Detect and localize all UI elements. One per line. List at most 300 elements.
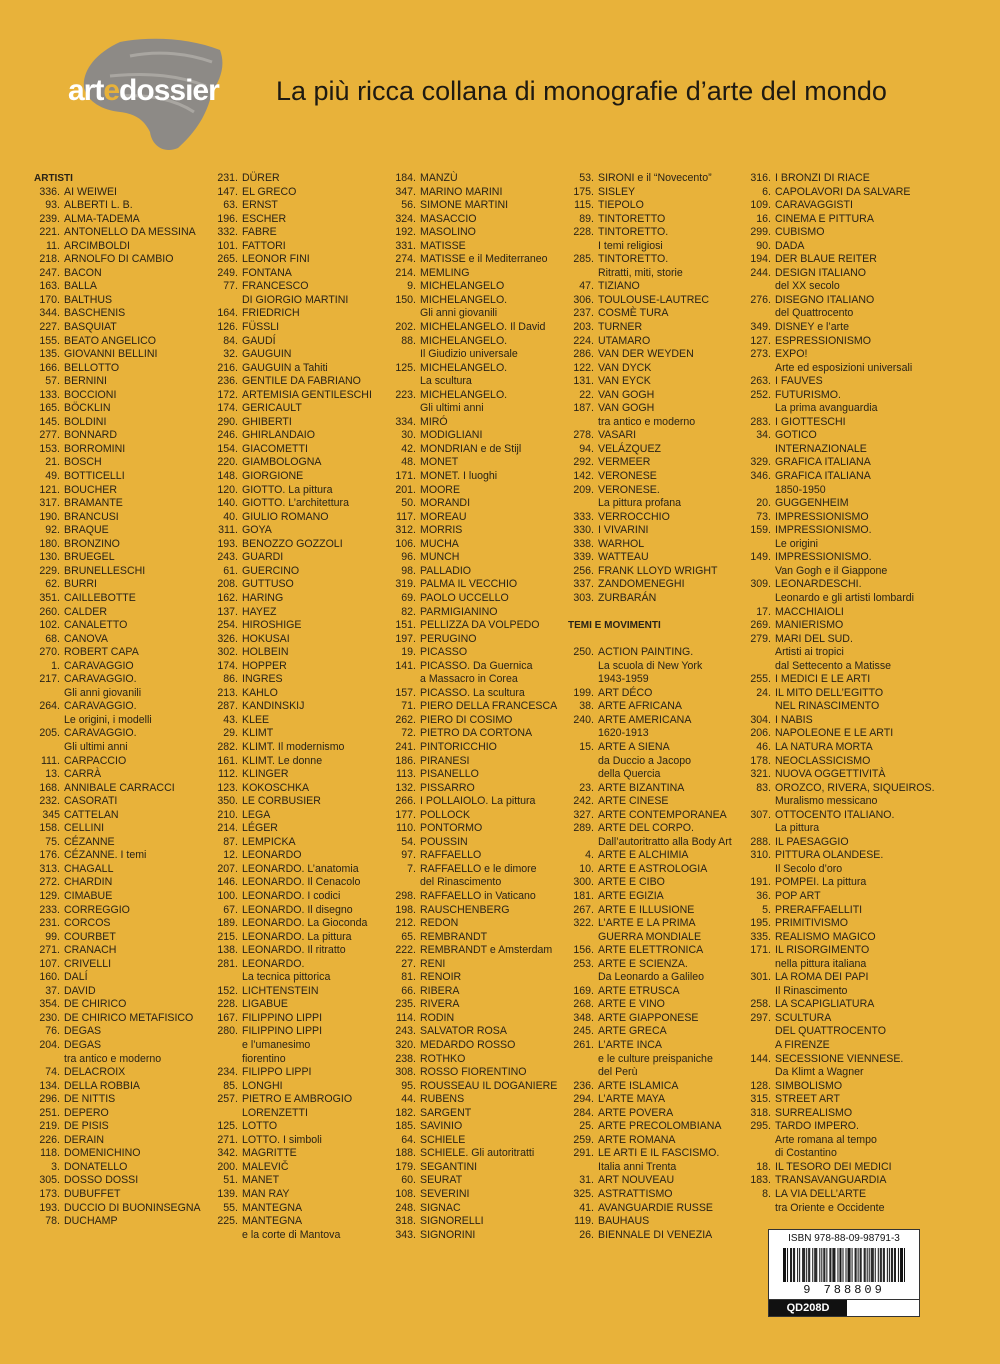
entry-title: LEONARDO. bbox=[242, 957, 305, 970]
catalog-entry bbox=[745, 538, 923, 552]
catalog-entry bbox=[745, 700, 923, 714]
entry-title: TINTORETTO. bbox=[598, 226, 669, 239]
catalog-entry bbox=[34, 416, 212, 430]
catalog-entry bbox=[34, 633, 212, 647]
entry-number: 311. bbox=[218, 524, 238, 537]
entry-title: SIGNORINI bbox=[420, 1228, 476, 1241]
entry-title: ACTION PAINTING. bbox=[598, 646, 694, 659]
entry-title: CHARDIN bbox=[64, 876, 113, 889]
catalog-entry bbox=[390, 1012, 568, 1026]
entry-title: CÉZANNE bbox=[64, 835, 115, 848]
entry-number: 176. bbox=[39, 849, 60, 862]
catalog-entry bbox=[212, 619, 390, 633]
catalog-entry bbox=[212, 646, 390, 660]
entry-number: 339. bbox=[573, 551, 594, 564]
catalog-entry bbox=[390, 484, 568, 498]
catalog-entry bbox=[34, 321, 212, 335]
entry-title: ARTE E SCIENZA. bbox=[598, 957, 688, 970]
entry-number: 130. bbox=[39, 551, 60, 564]
entry-number: 95. bbox=[401, 1079, 416, 1092]
catalog-entry bbox=[390, 876, 568, 890]
catalog-entry bbox=[568, 1188, 746, 1202]
entry-title: SARGENT bbox=[420, 1106, 472, 1119]
entry-title: BEATO ANGELICO bbox=[64, 334, 157, 347]
catalog-entry bbox=[212, 213, 390, 227]
entry-title: Il Secolo d’oro bbox=[775, 862, 843, 875]
entry-title: RAFFAELLO e le dimore bbox=[420, 862, 537, 875]
entry-title: MONDRIAN e de Stijl bbox=[420, 442, 522, 455]
catalog-entry bbox=[745, 1202, 923, 1216]
entry-title: LONGHI bbox=[242, 1079, 283, 1092]
entry-number: 161. bbox=[217, 754, 238, 767]
catalog-entry bbox=[34, 944, 212, 958]
entry-number: 115. bbox=[574, 199, 594, 212]
catalog-entry bbox=[390, 971, 568, 985]
catalog-entry bbox=[568, 253, 746, 267]
entry-number: 283. bbox=[750, 415, 771, 428]
entry-title: BACON bbox=[64, 266, 102, 279]
catalog-entry bbox=[568, 484, 746, 498]
catalog-entry bbox=[34, 876, 212, 890]
entry-number: 255. bbox=[750, 673, 771, 686]
entry-title: DERAIN bbox=[64, 1133, 105, 1146]
entry-number: 107. bbox=[39, 957, 60, 970]
entry-number: 175. bbox=[573, 185, 594, 198]
catalog-entry bbox=[34, 186, 212, 200]
entry-number: 186. bbox=[395, 754, 416, 767]
catalog-entry bbox=[212, 606, 390, 620]
entry-number: 297. bbox=[750, 1011, 771, 1024]
entry-number: 218. bbox=[39, 253, 60, 266]
entry-title: LOTTO bbox=[242, 1120, 278, 1133]
catalog-entry bbox=[390, 578, 568, 592]
catalog-entry bbox=[390, 1147, 568, 1161]
catalog-entry bbox=[212, 958, 390, 972]
entry-title: BRAMANTE bbox=[64, 497, 123, 510]
catalog-entry bbox=[390, 1093, 568, 1107]
catalog-entry bbox=[390, 795, 568, 809]
entry-title: BIENNALE DI VENEZIA bbox=[598, 1228, 713, 1241]
catalog-entry bbox=[34, 389, 212, 403]
catalog-entry bbox=[568, 768, 746, 782]
catalog-entry bbox=[390, 538, 568, 552]
catalog-entry bbox=[34, 551, 212, 565]
entry-title: BALLA bbox=[64, 280, 97, 293]
entry-number: 159. bbox=[750, 524, 771, 537]
catalog-entry bbox=[34, 362, 212, 376]
entry-number: 232. bbox=[39, 795, 60, 808]
entry-title: DE NITTIS bbox=[64, 1093, 116, 1106]
entry-number: 193. bbox=[217, 537, 238, 550]
entry-number: 228. bbox=[573, 226, 594, 239]
entry-title: BENOZZO GOZZOLI bbox=[242, 537, 343, 550]
catalog-entry bbox=[34, 971, 212, 985]
catalog-entry bbox=[390, 443, 568, 457]
entry-title: LEONARDO. Il disegno bbox=[242, 903, 353, 916]
entry-title: FILIPPO LIPPI bbox=[242, 1066, 312, 1079]
entry-title: IL MITO DELL’EGITTO bbox=[775, 686, 884, 699]
entry-number: 343. bbox=[395, 1228, 416, 1241]
entry-title: e l’umanesimo bbox=[242, 1039, 311, 1051]
entry-number: 299. bbox=[750, 226, 771, 239]
entry-number: 217. bbox=[39, 673, 60, 686]
entry-number: 296. bbox=[39, 1093, 60, 1106]
entry-number: 108. bbox=[395, 1188, 416, 1201]
catalog-entry bbox=[745, 362, 923, 376]
catalog-entry bbox=[390, 402, 568, 416]
entry-title: ANNIBALE CARRACCI bbox=[64, 781, 175, 794]
catalog-entry bbox=[390, 917, 568, 931]
entry-title: del XX secolo bbox=[775, 280, 840, 293]
catalog-entry bbox=[34, 1053, 212, 1067]
entry-number: 243. bbox=[395, 1025, 416, 1038]
catalog-entry bbox=[568, 985, 746, 999]
barcode-bar bbox=[814, 1248, 815, 1282]
barcode-bar bbox=[869, 1248, 870, 1282]
catalog-entry bbox=[390, 362, 568, 376]
entry-number: 351. bbox=[39, 591, 60, 604]
entry-title: MARI DEL SUD. bbox=[775, 632, 853, 645]
entry-title: CRANACH bbox=[64, 944, 117, 957]
entry-number: 240. bbox=[573, 713, 594, 726]
entry-title: FRANCESCO bbox=[242, 280, 309, 293]
catalog-entry bbox=[34, 240, 212, 254]
catalog-entry bbox=[390, 497, 568, 511]
entry-title: I VIVARINI bbox=[598, 524, 649, 537]
entry-title: LA VIA DELL’ARTE bbox=[775, 1188, 867, 1201]
catalog-entry bbox=[212, 389, 390, 403]
catalog-entry bbox=[745, 781, 935, 796]
catalog-entry bbox=[212, 1012, 390, 1026]
entry-number: 280. bbox=[217, 1025, 238, 1038]
catalog-entry bbox=[212, 524, 390, 538]
entry-number: 83. bbox=[756, 781, 771, 794]
catalog-entry bbox=[212, 565, 390, 579]
entry-title: Gli ultimi anni bbox=[420, 402, 484, 415]
catalog-entry bbox=[34, 755, 212, 769]
entry-number: 206. bbox=[750, 727, 771, 740]
entry-number: 208. bbox=[217, 578, 238, 591]
catalog-entry bbox=[745, 348, 923, 362]
entry-number: 168. bbox=[39, 781, 60, 794]
catalog-entry bbox=[745, 375, 923, 389]
entry-number: 264. bbox=[39, 700, 60, 713]
entry-number: 56. bbox=[401, 199, 416, 212]
catalog-entry bbox=[390, 646, 568, 660]
catalog-entry bbox=[745, 240, 923, 254]
entry-title: ARTEMISIA GENTILESCHI bbox=[242, 388, 372, 401]
catalog-entry bbox=[568, 931, 746, 945]
entry-title: CORCOS bbox=[64, 917, 111, 930]
catalog-entry bbox=[568, 836, 746, 850]
entry-number: 337. bbox=[573, 578, 594, 591]
catalog-entry bbox=[34, 917, 212, 931]
barcode-bar bbox=[860, 1248, 861, 1282]
entry-number: 156. bbox=[573, 944, 594, 957]
catalog-entry bbox=[212, 700, 390, 714]
entry-title: MANIERISMO bbox=[775, 619, 844, 632]
barcode-bar bbox=[829, 1248, 830, 1282]
entry-number: 29. bbox=[223, 727, 238, 740]
entry-number: 322. bbox=[573, 917, 594, 930]
catalog-entry bbox=[212, 944, 390, 958]
catalog-entry bbox=[745, 213, 923, 227]
entry-title: RUBENS bbox=[420, 1093, 465, 1106]
entry-title: LEONARDO. L’anatomia bbox=[242, 862, 359, 875]
catalog-entry bbox=[568, 904, 746, 918]
catalog-entry bbox=[390, 389, 568, 403]
catalog-entry bbox=[568, 335, 746, 349]
entry-number: 139. bbox=[217, 1188, 238, 1201]
catalog-entry bbox=[745, 931, 923, 945]
catalog-entry bbox=[212, 985, 390, 999]
catalog-entry bbox=[212, 443, 390, 457]
entry-title: MANTEGNA bbox=[242, 1215, 303, 1228]
entry-title: PALMA IL VECCHIO bbox=[420, 578, 518, 591]
entry-number: 225. bbox=[217, 1215, 238, 1228]
entry-title: ESCHER bbox=[242, 212, 287, 225]
catalog-entry bbox=[745, 660, 923, 674]
entry-number: 183. bbox=[750, 1174, 771, 1187]
entry-number: 246. bbox=[217, 429, 238, 442]
entry-title: DONATELLO bbox=[64, 1160, 128, 1173]
entry-title: BRUEGEL bbox=[64, 551, 115, 564]
entry-title: BRANCUSI bbox=[64, 510, 119, 523]
catalog-entry bbox=[212, 917, 390, 931]
entry-title: PIRANESI bbox=[420, 754, 470, 767]
entry-number: 226. bbox=[39, 1133, 60, 1146]
entry-title: CAILLEBOTTE bbox=[64, 591, 136, 604]
catalog-entry bbox=[390, 1134, 568, 1148]
entry-title: ART NOUVEAU bbox=[598, 1174, 675, 1187]
entry-title: Le origini, i modelli bbox=[64, 713, 152, 726]
entry-number: 258. bbox=[750, 998, 771, 1011]
entry-number: 245. bbox=[573, 1025, 594, 1038]
catalog-entry bbox=[34, 958, 212, 972]
catalog-entry bbox=[745, 1080, 923, 1094]
entry-number: 259. bbox=[573, 1133, 594, 1146]
catalog-entry bbox=[568, 267, 746, 281]
entry-title: LE CORBUSIER bbox=[242, 795, 321, 808]
catalog-entry bbox=[568, 971, 746, 985]
catalog-entry bbox=[212, 714, 390, 728]
catalog-entry bbox=[212, 849, 390, 863]
entry-number: 44. bbox=[401, 1093, 416, 1106]
entry-title: Italia anni Trenta bbox=[598, 1160, 677, 1173]
entry-number: 277. bbox=[39, 429, 60, 442]
catalog-entry bbox=[568, 280, 746, 294]
entry-number: 57. bbox=[45, 375, 60, 388]
catalog-entry bbox=[568, 863, 746, 877]
entry-title: ERNST bbox=[242, 199, 278, 212]
entry-title: DEPERO bbox=[64, 1106, 109, 1119]
entry-title: DALÍ bbox=[64, 971, 88, 984]
entry-title: HOPPER bbox=[242, 659, 287, 672]
entry-number: 71. bbox=[401, 700, 416, 713]
entry-title: OROZCO, RIVERA, SIQUEIROS. bbox=[775, 781, 935, 794]
catalog-entry bbox=[745, 917, 923, 931]
entry-title: COURBET bbox=[64, 930, 116, 943]
entry-number: 60. bbox=[401, 1174, 416, 1187]
barcode-bar bbox=[812, 1248, 813, 1282]
catalog-entry bbox=[212, 551, 390, 565]
entry-number: 121. bbox=[39, 483, 60, 496]
catalog-entry bbox=[745, 186, 923, 200]
barcode-bar bbox=[872, 1248, 873, 1282]
catalog-entry bbox=[745, 687, 923, 701]
entry-number: 125. bbox=[395, 361, 416, 374]
catalog-entry bbox=[745, 1147, 923, 1161]
catalog-entry bbox=[34, 1174, 212, 1188]
catalog-entry bbox=[212, 362, 390, 376]
catalog-entry bbox=[745, 1053, 923, 1067]
catalog-entry bbox=[34, 660, 212, 674]
entry-title: La pittura bbox=[775, 822, 820, 835]
entry-title: SISLEY bbox=[598, 185, 636, 198]
entry-number: 78. bbox=[45, 1215, 60, 1228]
entry-title: GAUGUIN a Tahiti bbox=[242, 361, 328, 374]
catalog-entry bbox=[34, 795, 212, 809]
entry-number: 174. bbox=[217, 402, 238, 415]
entry-title: LICHTENSTEIN bbox=[242, 984, 319, 997]
entry-number: 273. bbox=[750, 348, 771, 361]
entry-number: 73. bbox=[756, 510, 771, 523]
entry-title: PICASSO. La scultura bbox=[420, 686, 525, 699]
catalog-entry bbox=[390, 348, 568, 362]
catalog-entry bbox=[745, 714, 923, 728]
entry-number: 332. bbox=[217, 226, 238, 239]
catalog-entry bbox=[390, 687, 568, 701]
catalog-entry bbox=[568, 1147, 746, 1161]
entry-title: del Rinascimento bbox=[420, 876, 502, 889]
barcode-bar bbox=[858, 1248, 859, 1282]
catalog-entry bbox=[568, 186, 746, 200]
entry-title: ARTE CINESE bbox=[598, 795, 669, 808]
entry-title: ARTE BIZANTINA bbox=[598, 781, 685, 794]
entry-title: DE CHIRICO METAFISICO bbox=[64, 1011, 194, 1024]
entry-title: I MEDICI E LE ARTI bbox=[775, 673, 871, 686]
catalog-entry bbox=[34, 1012, 212, 1026]
entry-number: 290. bbox=[217, 415, 238, 428]
catalog-entry bbox=[745, 836, 923, 850]
entry-number: 227. bbox=[39, 321, 60, 334]
entry-title: MASACCIO bbox=[420, 212, 477, 225]
entry-title: MATISSE bbox=[420, 239, 466, 252]
barcode-bar bbox=[861, 1248, 862, 1282]
catalog-column-1 bbox=[34, 172, 212, 1229]
entry-title: FONTANA bbox=[242, 266, 292, 279]
entry-title: PAOLO UCCELLO bbox=[420, 591, 509, 604]
entry-title: MATISSE e il Mediterraneo bbox=[420, 253, 548, 266]
catalog-entry bbox=[34, 524, 212, 538]
catalog-entry bbox=[390, 1107, 568, 1121]
catalog-entry bbox=[568, 700, 746, 714]
entry-title: DOMENICHINO bbox=[64, 1147, 141, 1160]
entry-number: 189. bbox=[217, 917, 238, 930]
entry-title: ROBERT CAPA bbox=[64, 646, 139, 659]
entry-number: 231. bbox=[217, 172, 238, 184]
entry-title: tra antico e moderno bbox=[598, 415, 696, 428]
entry-number: 93. bbox=[45, 199, 60, 212]
entry-number: 317. bbox=[39, 497, 60, 510]
entry-title: LE ARTI E IL FASCISMO. bbox=[598, 1147, 720, 1160]
entry-title: PITTURA OLANDESE. bbox=[775, 849, 884, 862]
entry-title: INGRES bbox=[242, 673, 283, 686]
entry-title: MODIGLIANI bbox=[420, 429, 483, 442]
entry-title: SIMONE MARTINI bbox=[420, 199, 509, 212]
entry-title: Il Rinascimento bbox=[775, 984, 848, 997]
entry-title: L’ARTE E LA PRIMA bbox=[598, 917, 696, 930]
entry-title: ZANDOMENEGHI bbox=[598, 578, 685, 591]
entry-title: BORROMINI bbox=[64, 442, 126, 455]
catalog-entry bbox=[390, 904, 568, 918]
catalog-entry bbox=[568, 917, 746, 931]
entry-number: 1. bbox=[51, 659, 60, 672]
entry-number: 336. bbox=[39, 185, 60, 198]
entry-number: 185. bbox=[395, 1120, 416, 1133]
catalog-entry bbox=[390, 511, 568, 525]
entry-title: GERICAULT bbox=[242, 402, 302, 415]
entry-title: CÉZANNE. I temi bbox=[64, 849, 147, 862]
barcode-bar bbox=[824, 1248, 825, 1282]
entry-title: HOKUSAI bbox=[242, 632, 290, 645]
entry-title: MORANDI bbox=[420, 497, 471, 510]
entry-title: CARAVAGGIO. bbox=[64, 727, 137, 740]
entry-number: 342. bbox=[217, 1147, 238, 1160]
catalog-entry bbox=[212, 321, 390, 335]
entry-number: 276. bbox=[750, 293, 771, 306]
catalog-entry bbox=[745, 321, 923, 335]
catalog-entry bbox=[34, 809, 212, 823]
catalog-entry bbox=[390, 1025, 568, 1039]
entry-title: DUCCIO DI BUONINSEGNA bbox=[64, 1201, 201, 1214]
catalog-entry bbox=[568, 375, 746, 389]
entry-title: DESIGN ITALIANO bbox=[775, 266, 867, 279]
entry-number: 82. bbox=[401, 605, 416, 618]
catalog-entry bbox=[745, 998, 923, 1012]
catalog-entry bbox=[568, 1134, 746, 1148]
entry-number: 257. bbox=[217, 1093, 238, 1106]
entry-number: 301. bbox=[750, 971, 771, 984]
entry-title: del Perù bbox=[598, 1066, 638, 1079]
entry-title: A FIRENZE bbox=[775, 1039, 830, 1051]
barcode-bar bbox=[821, 1248, 822, 1282]
catalog-entry bbox=[34, 687, 212, 701]
catalog-entry bbox=[745, 944, 923, 958]
entry-title: MALEVIČ bbox=[242, 1160, 289, 1173]
catalog-entry bbox=[745, 904, 923, 918]
entry-title: PICASSO bbox=[420, 646, 468, 659]
entry-number: 170. bbox=[39, 293, 60, 306]
entry-title: KLIMT bbox=[242, 727, 274, 740]
entry-title: LEGA bbox=[242, 808, 271, 821]
entry-number: 318. bbox=[750, 1106, 771, 1119]
entry-title: DELACROIX bbox=[64, 1066, 126, 1079]
entry-title: REALISMO MAGICO bbox=[775, 930, 876, 943]
entry-number: 214. bbox=[217, 822, 238, 835]
entry-number: 243. bbox=[217, 551, 238, 564]
tagline: La più ricca collana di monografie d’arte del mondo bbox=[276, 76, 887, 106]
catalog-entry bbox=[34, 1025, 212, 1039]
entry-number: 223. bbox=[395, 388, 416, 401]
entry-title: Da Leonardo a Galileo bbox=[598, 971, 705, 984]
entry-number: 166. bbox=[39, 361, 60, 374]
entry-number: 173. bbox=[39, 1188, 60, 1201]
entry-number: 3. bbox=[51, 1160, 60, 1173]
entry-title: DADA bbox=[775, 239, 805, 252]
barcode-bar bbox=[834, 1248, 835, 1282]
catalog-entry bbox=[390, 633, 568, 647]
